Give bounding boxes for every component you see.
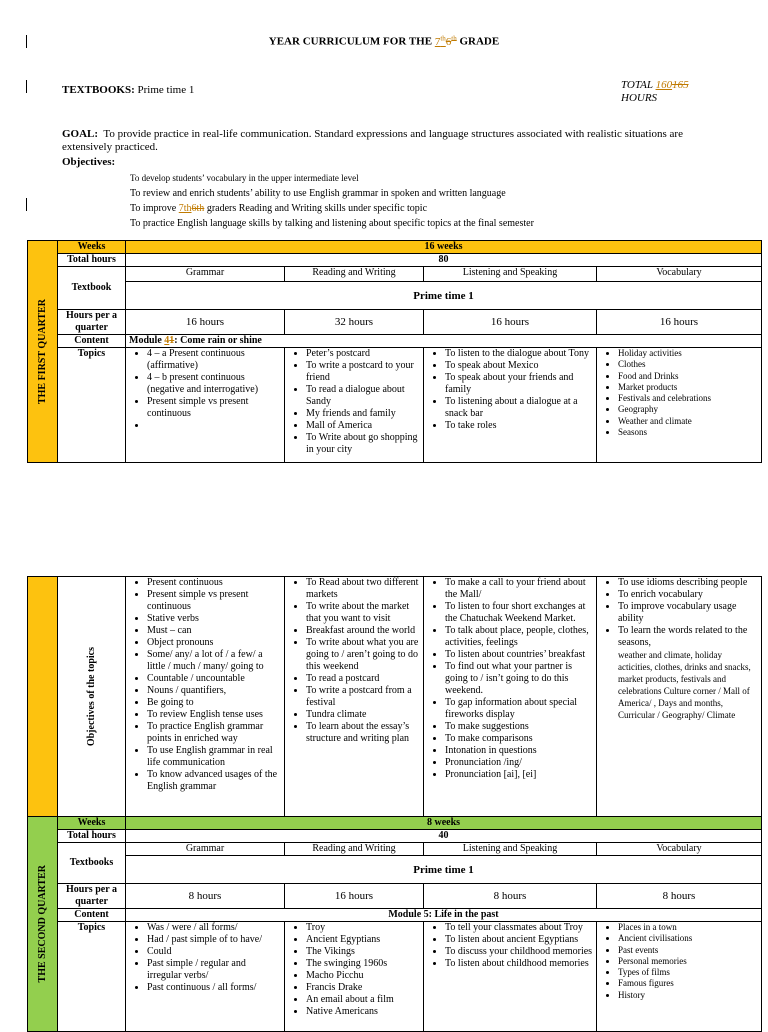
listening-objectives bbox=[424, 577, 597, 817]
list-item: • Was / were / all forms/ bbox=[147, 922, 281, 934]
objective-item: To review and enrich students’ ability to use English grammar in spoken and written language bbox=[130, 188, 506, 199]
list-item: • Ancient civilisations bbox=[618, 933, 758, 944]
grammar-topics bbox=[126, 922, 285, 1032]
col-listening: Listening and Speaking bbox=[424, 843, 597, 856]
list-item: • Stative verbs bbox=[147, 613, 281, 625]
second-quarter-table bbox=[27, 816, 762, 1032]
hours-reading: 32 hours bbox=[285, 310, 424, 335]
revision-bar bbox=[26, 198, 27, 211]
objective-item: To improve 7th6th graders Reading and Writing skills under specific topic bbox=[130, 203, 428, 214]
list-item: • Present simple vs present continuous bbox=[147, 589, 281, 613]
vocabulary-objectives bbox=[597, 577, 762, 817]
weeks-value: 8 weeks bbox=[126, 817, 762, 830]
col-vocabulary: Vocabulary bbox=[597, 267, 762, 282]
weeks-label: Weeks bbox=[58, 241, 126, 254]
list-item: • Present simple vs present continuous bbox=[147, 396, 281, 420]
first-quarter-objectives-table bbox=[27, 576, 762, 817]
hours-vocabulary: 8 hours bbox=[597, 884, 762, 909]
list-item: • Past events bbox=[618, 945, 758, 956]
module-title: Module 5: Life in the past bbox=[126, 909, 762, 922]
list-item: • My friends and family bbox=[306, 408, 420, 420]
list-item: • To find out what your partner is going to / isn’t going to do this weekend. bbox=[445, 661, 593, 697]
list-item: • Food and Drinks bbox=[618, 371, 758, 382]
total-hours-value: 40 bbox=[126, 830, 762, 843]
hours-per-quarter-label: Hours per a quarter bbox=[58, 884, 126, 909]
second-quarter-side-label: THE SECOND QUARTER bbox=[28, 817, 58, 1032]
list-item: • History bbox=[618, 990, 758, 1001]
list-item: • To practice English grammar points in enriched way bbox=[147, 721, 281, 745]
list-item: • To make suggestions bbox=[445, 721, 593, 733]
list-item: • Geography bbox=[618, 404, 758, 415]
list-item: • To tell your classmates about Troy bbox=[445, 922, 593, 934]
list-item: • Present continuous bbox=[147, 577, 281, 589]
objectives-heading: Objectives: bbox=[62, 156, 116, 168]
list-item: • To learn the words related to the seasons, bbox=[618, 625, 758, 649]
list-item: • To listening about a dialogue at a snack bar bbox=[445, 396, 593, 420]
list-item: • Object pronouns bbox=[147, 637, 281, 649]
hours-listening: 8 hours bbox=[424, 884, 597, 909]
list-item: • 4 – a Present continuous (affirmative) bbox=[147, 348, 281, 372]
weeks-label: Weeks bbox=[58, 817, 126, 830]
reading-objectives bbox=[285, 577, 424, 817]
textbook-value: Prime time 1 bbox=[126, 282, 762, 310]
list-item: • Clothes bbox=[618, 359, 758, 370]
hours-vocabulary: 16 hours bbox=[597, 310, 762, 335]
list-item: • Peter’s postcard bbox=[306, 348, 420, 360]
objective-item: To develop students’ vocabulary in the upper intermediate level bbox=[130, 173, 359, 183]
list-item: • Troy bbox=[306, 922, 420, 934]
goal-text: GOAL: To provide practice in real-life communication. Standard expressions and language structures associated with realistic situations are extensively practiced. bbox=[62, 128, 683, 153]
list-item: • To improve vocabulary usage ability bbox=[618, 601, 758, 625]
list-item: • Types of films bbox=[618, 967, 758, 978]
list-item: • Festivals and celebrations bbox=[618, 393, 758, 404]
list-item: • To discuss your childhood memories bbox=[445, 946, 593, 958]
objective-item: To practice English language skills by talking and listening about specific topics at the final semester bbox=[130, 218, 534, 229]
list-item: • To make comparisons bbox=[445, 733, 593, 745]
list-item: • To know advanced usages of the English grammar bbox=[147, 769, 281, 793]
list-item: • Past continuous / all forms/ bbox=[147, 982, 281, 994]
col-grammar: Grammar bbox=[126, 843, 285, 856]
list-item: • To Read about two different markets bbox=[306, 577, 420, 601]
reading-topics bbox=[285, 348, 424, 463]
col-grammar: Grammar bbox=[126, 267, 285, 282]
list-item: • To Write about go shopping in your city bbox=[306, 432, 420, 456]
list-item: • The Vikings bbox=[306, 946, 420, 958]
list-item: • To listen about childhood memories bbox=[445, 958, 593, 970]
list-item: • To write a postcard to your friend bbox=[306, 360, 420, 384]
hours-per-quarter-label: Hours per a quarter bbox=[58, 310, 126, 335]
list-item: • Market products bbox=[618, 382, 758, 393]
first-quarter-side-continued bbox=[28, 577, 58, 817]
textbook-label: Textbook bbox=[58, 267, 126, 310]
list-item: • To write about what you are going to / aren’t going to do this weekend bbox=[306, 637, 420, 673]
revision-bar bbox=[26, 80, 27, 93]
list-item: • To use English grammar in real life communication bbox=[147, 745, 281, 769]
list-item: • An email about a film bbox=[306, 994, 420, 1006]
hours-grammar: 16 hours bbox=[126, 310, 285, 335]
grammar-topics bbox=[126, 348, 285, 463]
total-hours-value: 80 bbox=[126, 254, 762, 267]
list-item: • Could bbox=[147, 946, 281, 958]
list-item: • Pronunciation /ing/ bbox=[445, 757, 593, 769]
list-item: • Weather and climate bbox=[618, 416, 758, 427]
list-item: • To read a dialogue about Sandy bbox=[306, 384, 420, 408]
col-listening: Listening and Speaking bbox=[424, 267, 597, 282]
total-hours-label: Total hours bbox=[58, 830, 126, 843]
list-item: • To speak about Mexico bbox=[445, 360, 593, 372]
hours-reading: 16 hours bbox=[285, 884, 424, 909]
listening-topics bbox=[424, 348, 597, 463]
module-title: Module 41: Come rain or shine bbox=[126, 335, 762, 348]
list-item: • Had / past simple of to have/ bbox=[147, 934, 281, 946]
list-item: • Native Americans bbox=[306, 1006, 420, 1018]
col-reading: Reading and Writing bbox=[285, 267, 424, 282]
listening-topics bbox=[424, 922, 597, 1032]
list-item: • To speak about your friends and family bbox=[445, 372, 593, 396]
vocabulary-topics bbox=[597, 922, 762, 1032]
content-label: Content bbox=[58, 909, 126, 922]
list-item: • To take roles bbox=[445, 420, 593, 432]
grammar-objectives bbox=[126, 577, 285, 817]
col-vocabulary: Vocabulary bbox=[597, 843, 762, 856]
content-label: Content bbox=[58, 335, 126, 348]
list-item: • Breakfast around the world bbox=[306, 625, 420, 637]
topics-label: Topics bbox=[58, 922, 126, 1032]
list-item: • Francis Drake bbox=[306, 982, 420, 994]
list-item: • To read a postcard bbox=[306, 673, 420, 685]
list-item: • The swinging 1960s bbox=[306, 958, 420, 970]
list-item: • To listen to four short exchanges at the Chatuchak Weekend Market. bbox=[445, 601, 593, 625]
textbooks-line: TEXTBOOKS: Prime time 1 bbox=[62, 84, 195, 96]
list-item: • Past simple / regular and irregular verbs/ bbox=[147, 958, 281, 982]
reading-topics bbox=[285, 922, 424, 1032]
list-item: • Pronunciation [ai], [ei] bbox=[445, 769, 593, 781]
list-item: • Macho Picchu bbox=[306, 970, 420, 982]
col-reading: Reading and Writing bbox=[285, 843, 424, 856]
first-quarter-table bbox=[27, 240, 762, 463]
textbook-value: Prime time 1 bbox=[126, 856, 762, 884]
objectives-list bbox=[130, 171, 730, 231]
list-item: • To make a call to your friend about the Mall/ bbox=[445, 577, 593, 601]
list-item: • Places in a town bbox=[618, 922, 758, 933]
total-hours-label: Total hours bbox=[58, 254, 126, 267]
objectives-of-topics-label: Objectives of the topics bbox=[58, 577, 126, 817]
list-item: • To talk about place, people, clothes, activities, feelings bbox=[445, 625, 593, 649]
list-item: • Personal memories bbox=[618, 956, 758, 967]
list-item: • 4 – b present continuous (negative and interrogative) bbox=[147, 372, 281, 396]
list-item: • Some/ any/ a lot of / a few/ a little / much / many/ going to bbox=[147, 649, 281, 673]
topics-label: Topics bbox=[58, 348, 126, 463]
list-item: • Countable / uncountable bbox=[147, 673, 281, 685]
list-item: • Be going to bbox=[147, 697, 281, 709]
list-item: • Nouns / quantifiers, bbox=[147, 685, 281, 697]
textbook-label: Textbooks bbox=[58, 843, 126, 884]
list-item: • Intonation in questions bbox=[445, 745, 593, 757]
first-quarter-side-label: THE FIRST QUARTER bbox=[28, 241, 58, 463]
list-item: • To listen about countries’ breakfast bbox=[445, 649, 593, 661]
list-item: • To review English tense uses bbox=[147, 709, 281, 721]
list-item: • Holiday activities bbox=[618, 348, 758, 359]
weeks-value: 16 weeks bbox=[126, 241, 762, 254]
list-item: • To gap information about special fireworks display bbox=[445, 697, 593, 721]
list-item: • To listen to the dialogue about Tony bbox=[445, 348, 593, 360]
list-item: • To listen about ancient Egyptians bbox=[445, 934, 593, 946]
vocabulary-extra: weather and climate, holiday acticities, clothes, drinks and snacks, market products, festivals and celebrations Culture corner / Mall of America/ , Days and months, Curricular / Geography/ Climate bbox=[618, 650, 751, 720]
total-hours: TOTAL 160165 HOURS bbox=[621, 79, 689, 104]
list-item: • To enrich vocabulary bbox=[618, 589, 758, 601]
hours-grammar: 8 hours bbox=[126, 884, 285, 909]
list-item bbox=[147, 420, 281, 432]
document-title: YEAR CURRICULUM FOR THE 7th6th GRADE bbox=[268, 34, 500, 48]
list-item: • To write about the market that you want to visit bbox=[306, 601, 420, 625]
list-item: • Famous figures bbox=[618, 978, 758, 989]
list-item: • Mall of America bbox=[306, 420, 420, 432]
list-item: • To use idioms describing people bbox=[618, 577, 758, 589]
list-item: • To write a postcard from a festival bbox=[306, 685, 420, 709]
list-item: • Seasons bbox=[618, 427, 758, 438]
vocabulary-topics bbox=[597, 348, 762, 463]
hours-listening: 16 hours bbox=[424, 310, 597, 335]
list-item: • To learn about the essay’s structure and writing plan bbox=[306, 721, 420, 745]
list-item: • Tundra climate bbox=[306, 709, 420, 721]
list-item: • Ancient Egyptians bbox=[306, 934, 420, 946]
list-item: • Must – can bbox=[147, 625, 281, 637]
